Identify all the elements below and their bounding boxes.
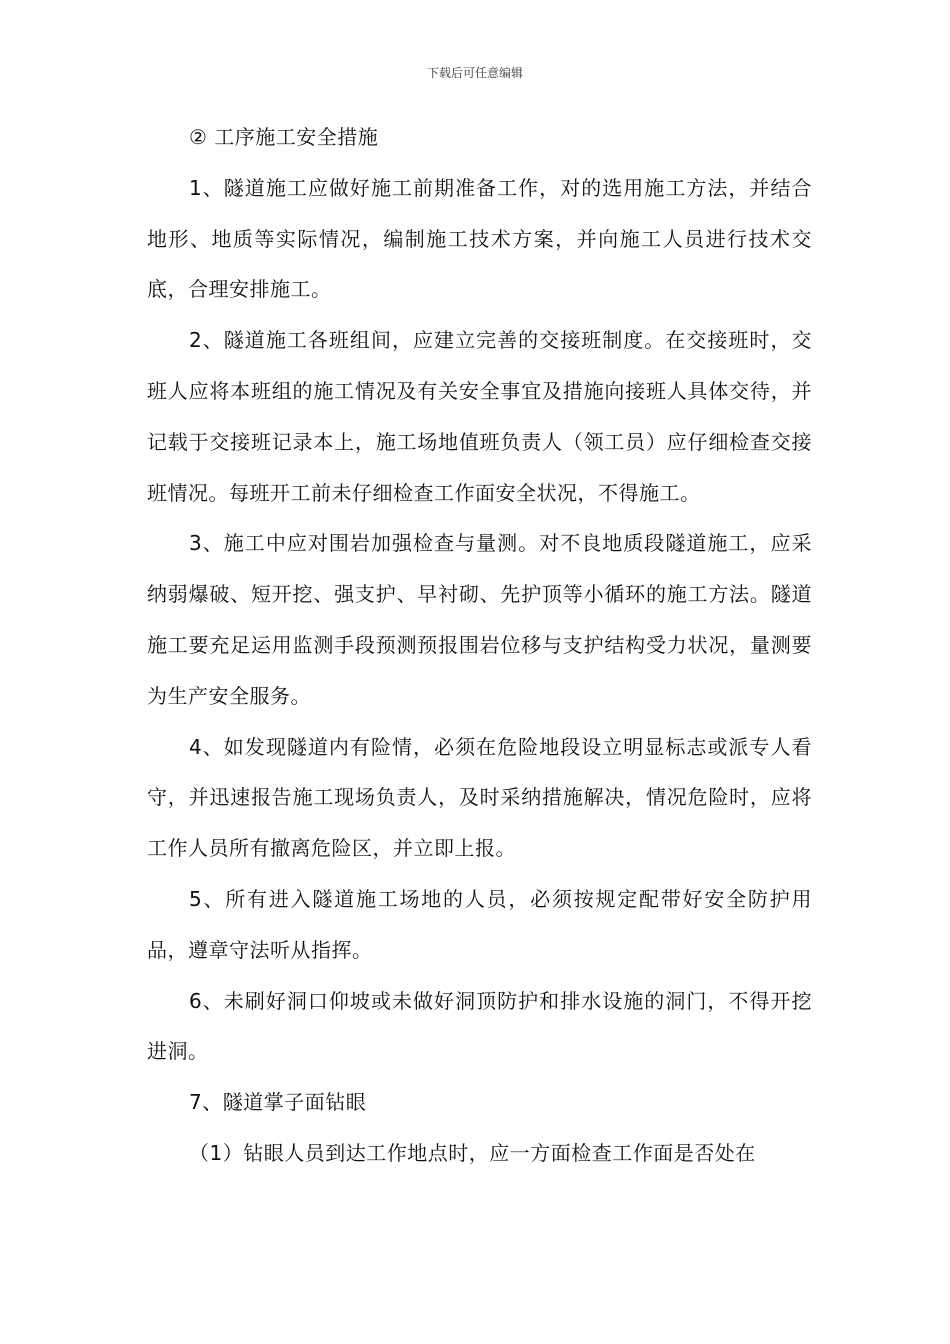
paragraph-7: 7、隧道掌子面钻眼 (189, 1090, 367, 1115)
paragraph-6: 6、未刷好洞口仰坡或未做好洞顶防护和排水设施的洞门，不得开挖进洞。 (147, 988, 812, 1064)
paragraph-5: 5、所有进入隧道施工场地的人员，必须按规定配带好安全防护用品，遵章守法听从指挥。 (147, 886, 812, 962)
header-note: 下载后可任意编辑 (426, 66, 523, 80)
paragraph-2: 2、隧道施工各班组间，应建立完善的交接班制度。在交接班时，交班人应将本班组的施工情况及有关安全事宜及措施向接班人具体交待，并记载于交接班记录本上，施工场地值班负责人（领工员）应仔细检查交接班情况。每班开工前未仔细检查工作面安全状况，不得施工。 (147, 328, 812, 505)
document-body (147, 112, 812, 1179)
paragraph-4: 4、如发现隧道内有险情，必须在危险地段设立明显标志或派专人看守，并迅速报告施工现场负责人，及时采纳措施解决，情况危险时，应将工作人员所有撤离危险区，并立即上报。 (147, 734, 812, 861)
section-heading: ② 工序施工安全措施 (189, 125, 379, 149)
paragraph-3: 3、施工中应对围岩加强检查与量测。对不良地质段隧道施工，应采纳弱爆破、短开挖、强支护、早衬砌、先护顶等小循环的施工方法。隧道施工要充足运用监测手段预测预报围岩位移与支护结构受力状况，量测要为生产安全服务。 (147, 531, 812, 708)
paragraph-1: 1、隧道施工应做好施工前期准备工作，对的选用施工方法，并结合地形、地质等实际情况，编制施工技术方案，并向施工人员进行技术交底，合理安排施工。 (147, 175, 812, 302)
paragraph-8: （1）钻眼人员到达工作地点时，应一方面检查工作面是否处在 (189, 1140, 756, 1165)
